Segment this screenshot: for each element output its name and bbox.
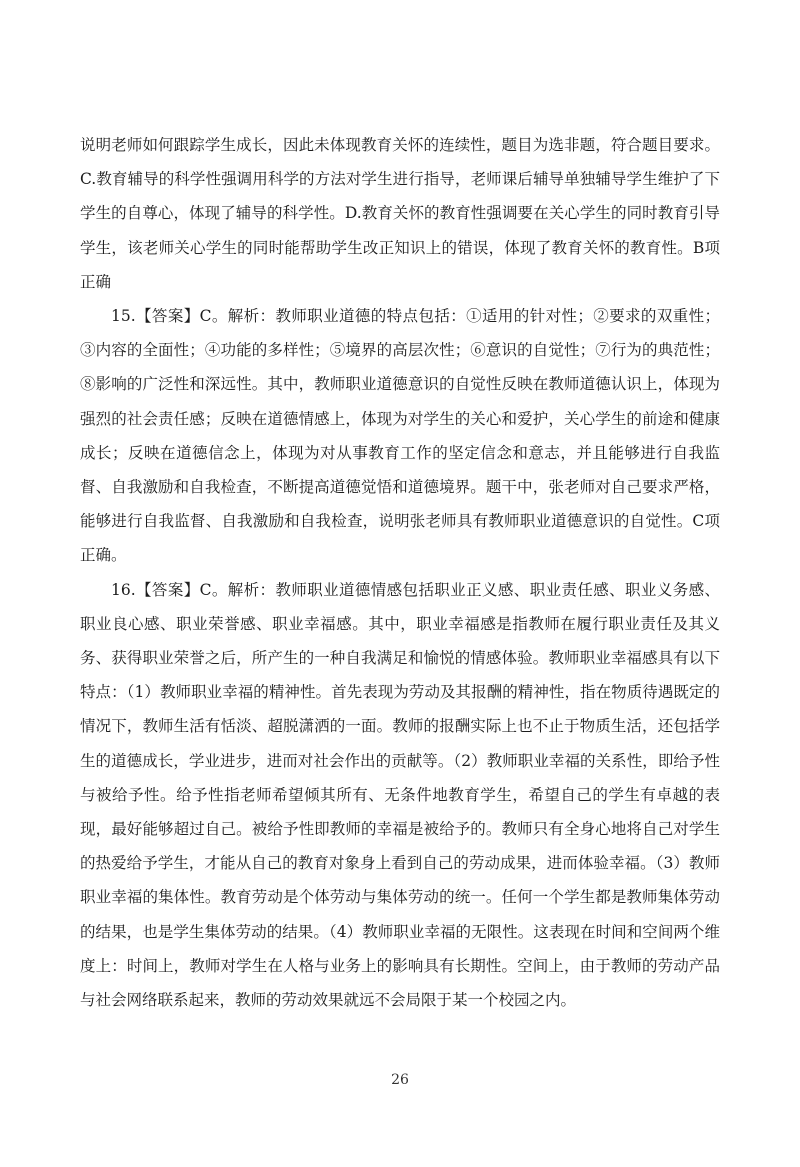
answer-explanations [80,128,720,1017]
paragraph-q16-answer: 16.【答案】C。解析：教师职业道德情感包括职业正义感、职业责任感、职业义务感、职业良心感、职业荣誉感、职业幸福感。其中，职业幸福感是指教师在履行职业责任及其义务、获得职业荣誉之后，所产生的一种自我满足和愉悦的情感体验。教师职业幸福感具有以下特点：（1）教师职业幸福的精神性。首先表现为劳动及其报酬的精神性，指在物质待遇既定的情况下，教师生活有恬淡、超脱潇洒的一面。教师的报酬实际上也不止于物质生活，还包括学生的道德成长，学业进步，进而对社会作出的贡献等。（2）教师职业幸福的关系性，即给予性与被给予性。给予性指老师希望倾其所有、无条件地教育学生，希望自己的学生有卓越的表现，最好能够超过自己。被给予性即教师的幸福是被给予的。教师只有全身心地将自己对学生的热爱给予学生，才能从自己的教育对象身上看到自己的劳动成果，进而体验幸福。（3）教师职业幸福的集体性。教育劳动是个体劳动与集体劳动的统一。任何一个学生都是教师集体劳动的结果，也是学生集体劳动的结果。（4）教师职业幸福的无限性。这表现在时间和空间两个维度上：时间上，教师对学生在人格与业务上的影响具有长期性。空间上，由于教师的劳动产品与社会网络联系起来，教师的劳动效果就远不会局限于某一个校园之内。 [80,580,720,1010]
page-number: 26 [391,1072,409,1088]
paragraph-q15-answer: 15.【答案】C。解析：教师职业道德的特点包括：①适用的针对性；②要求的双重性；③内容的全面性；④功能的多样性；⑤境界的高层次性；⑥意识的自觉性；⑦行为的典范性；⑧影响的广泛性和深远性。其中，教师职业道德意识的自觉性反映在教师道德认识上，体现为强烈的社会责任感；反映在道德情感上，体现为对学生的关心和爱护，关心学生的前途和健康成长；反映在道德信念上，体现为对从事教育工作的坚定信念和意志，并且能够进行自我监督、自我激励和自我检查，不断提高道德觉悟和道德境界。题干中，张老师对自己要求严格，能够进行自我监督、自我激励和自我检查，说明张老师具有教师职业道德意识的自觉性。C项正确。 [80,307,720,565]
paragraph-q14-continuation: 说明老师如何跟踪学生成长，因此未体现教育关怀的连续性，题目为选非题，符合题目要求。C.教育辅导的科学性强调用科学的方法对学生进行指导，老师课后辅导单独辅导学生维护了下学生的自尊心，体现了辅导的科学性。D.教育关怀的教育性强调要在关心学生的同时教育引导学生，该老师关心学生的同时能帮助学生改正知识上的错误，体现了教育关怀的教育性。B项正确 [80,136,720,291]
